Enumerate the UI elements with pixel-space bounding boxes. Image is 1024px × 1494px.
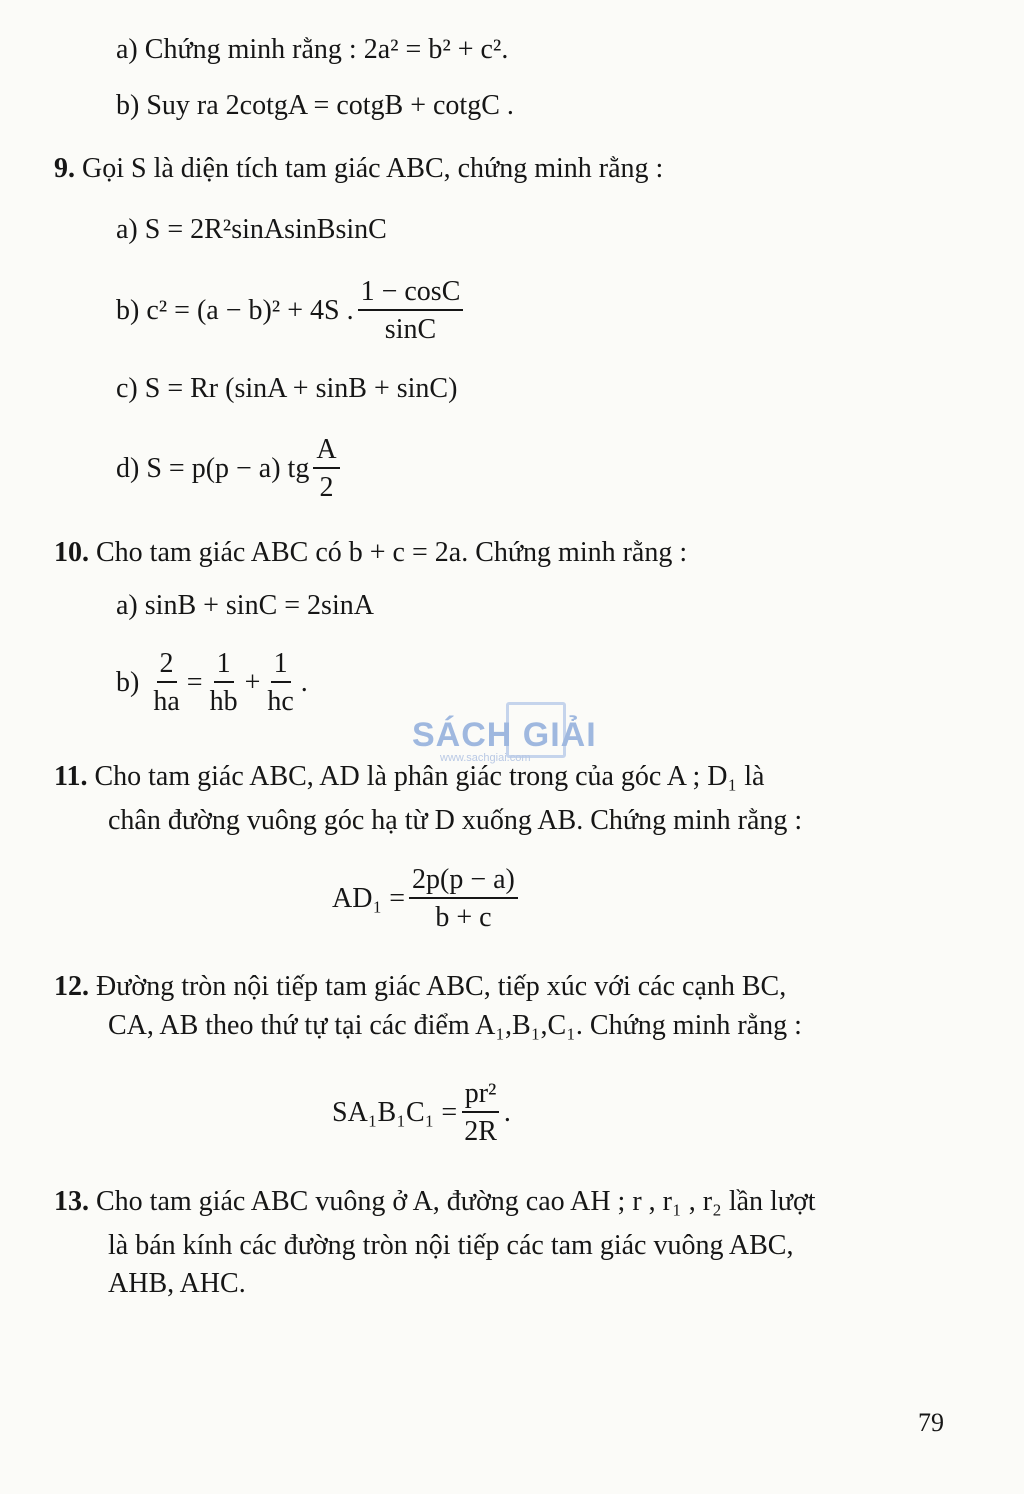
item-b-prev [116, 92, 514, 120]
fraction [461, 1080, 500, 1146]
fraction [409, 866, 518, 932]
operator: + [244, 667, 261, 698]
formula: S = p(p − a) tg [146, 453, 310, 484]
problem-number: 11. [54, 761, 88, 792]
fraction-denominator: 2 [319, 472, 334, 503]
fraction-numerator: 1 [214, 650, 234, 683]
problem-11-heading [54, 763, 764, 791]
item-text: Chứng minh rằng : 2a² = b² + c². [144, 34, 509, 65]
problem-9-item-c [116, 375, 457, 403]
formula: c² = (a − b)² + 4S . [146, 295, 354, 326]
fraction-numerator: A [313, 436, 339, 469]
problem-13-heading [54, 1188, 816, 1216]
formula: sinB + sinC = 2sinA [144, 590, 374, 621]
item-label: a) [116, 214, 138, 245]
problem-10-heading [54, 539, 687, 567]
problem-10-item-b [116, 650, 308, 716]
fraction-numerator: 2 [157, 650, 177, 683]
punctuation: . [503, 1097, 511, 1128]
item-label: a) [116, 590, 138, 621]
problem-text: Cho tam giác ABC, AD là phân giác trong của góc A ; D₁ là [94, 761, 765, 792]
operator: = [186, 667, 203, 698]
formula-lhs: SA₁B₁C₁ = [332, 1097, 458, 1128]
problem-13-line3: AHB, AHC. [108, 1268, 246, 1299]
fraction [313, 436, 339, 502]
punctuation: . [300, 667, 308, 698]
fraction-denominator: sinC [384, 314, 437, 345]
problem-10-item-a [116, 592, 374, 620]
fraction-denominator: 2R [464, 1116, 497, 1147]
item-label: c) [116, 373, 138, 404]
item-label: b) [116, 90, 140, 121]
formula-lhs: AD₁ = [332, 883, 405, 914]
fraction [358, 278, 464, 344]
item-text: Suy ra 2cotgA = cotgB + cotgC . [146, 90, 514, 121]
problem-text: Đường tròn nội tiếp tam giác ABC, tiếp xúc với các cạnh BC, [96, 971, 787, 1002]
watermark-brand: SÁCH GIẢI [412, 716, 597, 754]
problem-number: 12. [54, 971, 89, 1002]
problem-text: Cho tam giác ABC có b + c = 2a. Chứng minh rằng : [96, 537, 688, 568]
fraction [264, 650, 296, 716]
problem-9-item-d [116, 436, 344, 502]
problem-number: 9. [54, 153, 75, 184]
watermark-site: www.sachgiai.com [440, 752, 531, 764]
problem-12-formula [332, 1080, 511, 1146]
fraction-denominator: b + c [435, 902, 492, 933]
fraction-numerator: 1 [271, 650, 291, 683]
item-label: a) [116, 34, 138, 65]
item-label: b) [116, 667, 140, 698]
problem-number: 10. [54, 537, 89, 568]
problem-text: Cho tam giác ABC vuông ở A, đường cao AH ; r , r₁ , r₂ lần lượt [96, 1186, 816, 1217]
fraction-numerator: pr² [462, 1080, 500, 1113]
problem-11-formula [332, 866, 522, 932]
fraction-denominator: hb [209, 686, 238, 717]
problem-12-line2: CA, AB theo thứ tự tại các điểm A₁,B₁,C₁. Chứng minh rằng : [108, 1010, 802, 1041]
formula: S = 2R²sinAsinBsinC [144, 214, 387, 245]
problem-13-line2: là bán kính các đường tròn nội tiếp các tam giác vuông ABC, [108, 1230, 794, 1261]
problem-text: Gọi S là diện tích tam giác ABC, chứng minh rằng : [82, 153, 664, 184]
fraction-denominator: hc [267, 686, 294, 717]
fraction-denominator: ha [153, 686, 180, 717]
problem-number: 13. [54, 1186, 89, 1217]
page-number: 79 [918, 1408, 944, 1437]
problem-9-item-a [116, 216, 387, 244]
formula: S = Rr (sinA + sinB + sinC) [144, 373, 458, 404]
fraction [207, 650, 241, 716]
problem-11-line2: chân đường vuông góc hạ từ D xuống AB. Chứng minh rằng : [108, 805, 803, 836]
problem-9-heading [54, 155, 663, 183]
item-a-prev [116, 36, 508, 64]
item-label: b) [116, 295, 140, 326]
fraction-numerator: 2p(p − a) [409, 866, 518, 899]
fraction-numerator: 1 − cosC [358, 278, 464, 311]
fraction [150, 650, 182, 716]
item-label: d) [116, 453, 140, 484]
watermark [410, 702, 620, 762]
problem-9-item-b [116, 278, 467, 344]
problem-12-heading [54, 973, 786, 1001]
